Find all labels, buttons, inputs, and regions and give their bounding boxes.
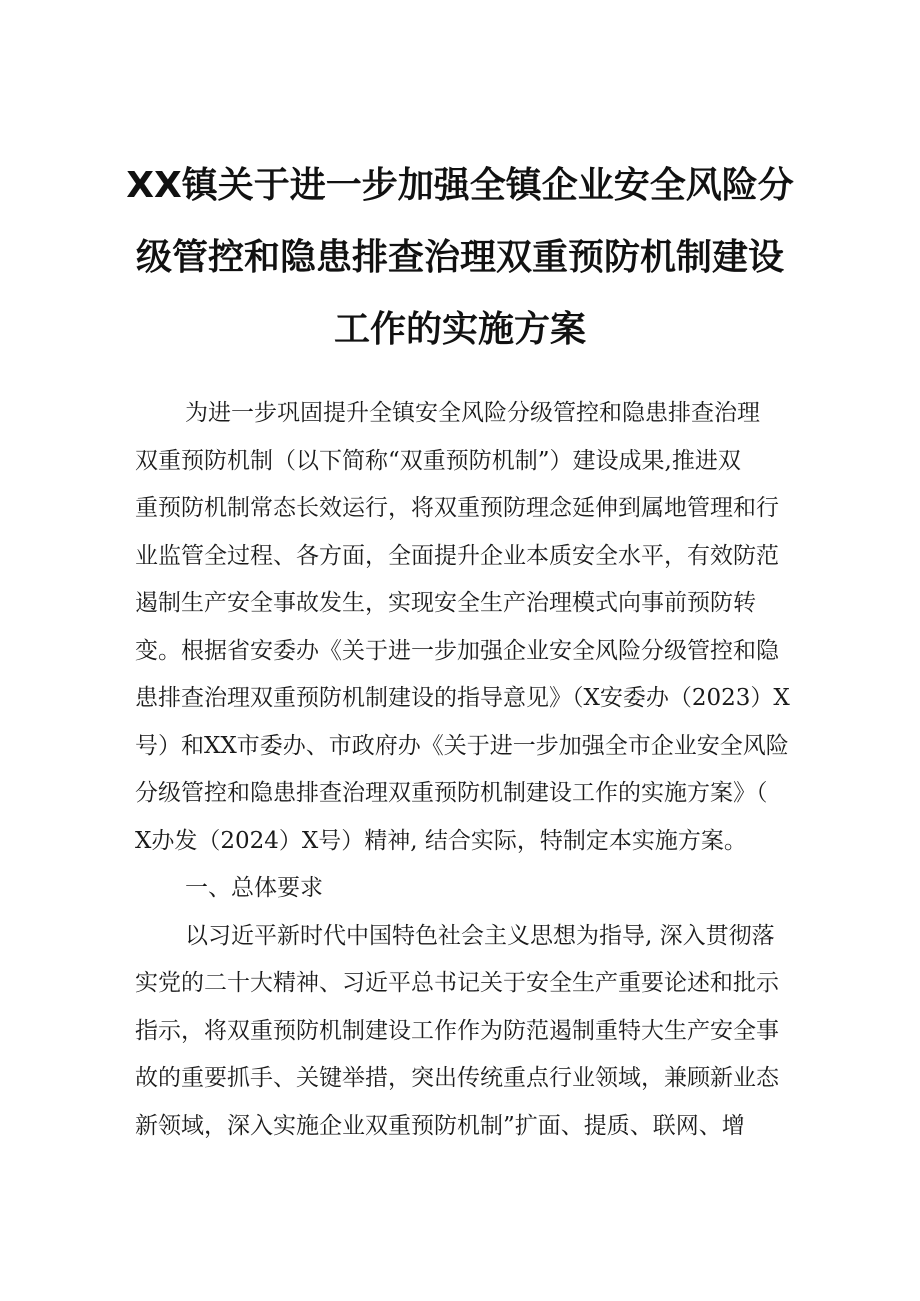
title-line-2: 级管控和隐患排查治理双重预防机制建设 xyxy=(135,237,784,278)
paragraph-2-line-2: 实党的二十大精神、习近平总书记关于安全生产重要论述和批示 xyxy=(135,970,779,996)
paragraph-1-line-6: 变。根据省安委办《关于进一步加强企业安全风险分级管控和隐 xyxy=(135,637,779,664)
paragraph-1-line-2: 双重预防机制（以下简称“双重预防机制”）建设成果,推进双 xyxy=(135,447,741,474)
section-heading-general-requirements: 一、总体要求 xyxy=(185,875,323,901)
paragraph-1-line-9: 分级管控和隐患排查治理双重预防机制建设工作的实施方案》（ xyxy=(135,780,768,806)
document-title xyxy=(100,150,820,366)
title-line-1: XX镇关于进一步加强全镇企业安全风险分 xyxy=(126,165,794,206)
paragraph-1-line-10: X办发（2024）X号）精神, 结合实际，特制定本实施方案。 xyxy=(135,827,747,854)
paragraph-1-line-1: 为进一步巩固提升全镇安全风险分级管控和隐患排查治理 xyxy=(185,400,760,426)
paragraph-1-line-8: 号）和XX市委办、市政府办《关于进一步加强全市企业安全风险 xyxy=(135,732,789,759)
paragraph-1-line-5: 遏制生产安全事故发生，实现安全生产治理模式向事前预防转 xyxy=(135,590,756,616)
document-body xyxy=(135,390,795,1150)
paragraph-2-line-5: 新领域，深入实施企业双重预防机制”扩面、提质、联网、增 xyxy=(135,1112,745,1139)
paragraph-1-line-3: 重预防机制常态长效运行，将双重预防理念延伸到属地管理和行 xyxy=(135,495,779,521)
paragraph-2-line-4: 故的重要抓手、关键举措，突出传统重点行业领域，兼顾新业态 xyxy=(135,1065,779,1091)
title-line-3: 工作的实施方案 xyxy=(333,309,586,350)
paragraph-1-line-7: 患排查治理双重预防机制建设的指导意见》（X安委办（2023）X xyxy=(135,685,790,711)
paragraph-2-line-3: 指示，将双重预防机制建设工作作为防范遏制重特大生产安全事 xyxy=(135,1017,779,1044)
paragraph-1-line-4: 业监管全过程、各方面，全面提升企业本质安全水平，有效防范 xyxy=(135,542,779,569)
paragraph-2-line-1: 以习近平新时代中国特色社会主义思想为指导, 深入贯彻落 xyxy=(185,922,775,949)
